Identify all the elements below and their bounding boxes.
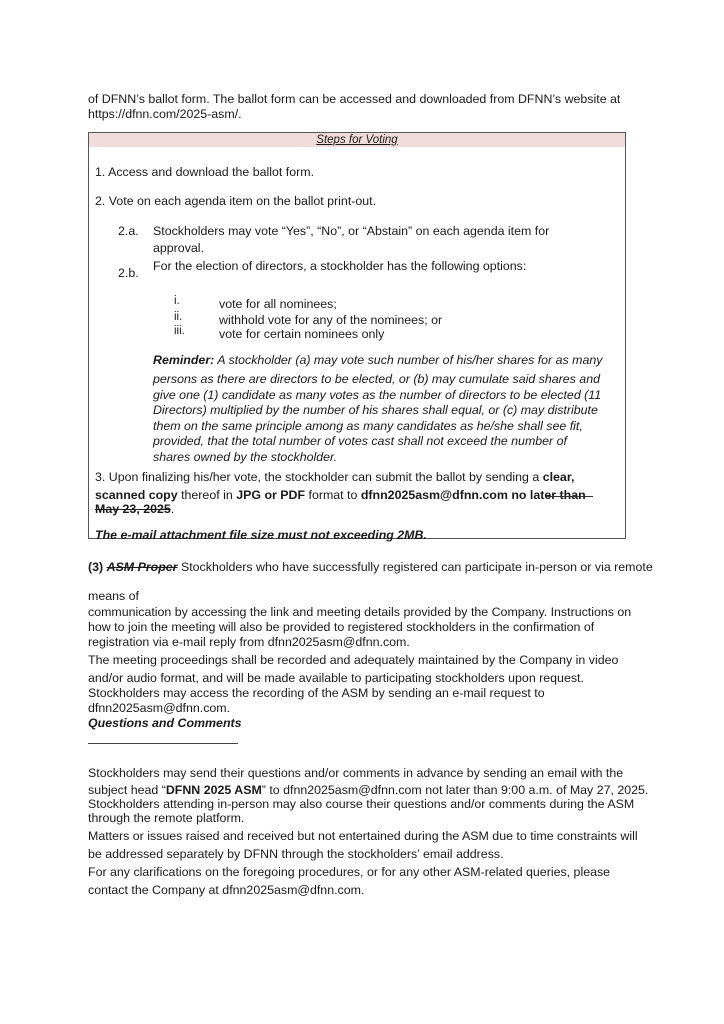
asm-proper-text: Stockholders who have successfully registered can participate in-person or via remote: [177, 560, 653, 574]
questions-line-4: through the remote platform.: [88, 811, 245, 825]
option-number: i.: [174, 295, 180, 307]
questions-text: ” to dfnn2025asm@dfnn.com not later than 9:00 a.m. of May 27, 2025.: [261, 783, 649, 797]
option-text: vote for all nominees;: [219, 297, 337, 311]
step-3-emphasis: clear,: [542, 470, 575, 484]
intro-url: https://dfnn.com/2025-asm/.: [88, 107, 242, 121]
asm-proper-paragraph-1: communication by accessing the link and meeting details provided by the Company. Instructions on how to join the meeting will also be provided to registered stockholders in the confirmation of registration via e-mail reply from dfnn2025asm@dfnn.com.: [88, 605, 632, 649]
step-3-format: JPG or PDF: [236, 488, 306, 502]
reminder-text: A stockholder (a) may vote such number of his/her shares for as many: [214, 353, 603, 367]
strike-mark: [545, 496, 593, 497]
attachment-size-note: The e-mail attachment file size must not exceeding 2MB.: [95, 528, 427, 542]
questions-line-3: Stockholders attending in-person may also course their questions and/or comments during the ASM: [88, 797, 635, 811]
option-number: ii.: [174, 311, 183, 323]
step-3-line-1: [95, 470, 574, 485]
step-3-emphasis: scanned copy: [95, 488, 178, 502]
questions-heading: Questions and Comments: [88, 716, 242, 730]
reminder-line-1: [153, 353, 602, 368]
step-2a-line-2: approval.: [153, 241, 204, 255]
asm-proper-paragraph-2-line-1: The meeting proceedings shall be recorded and adequately maintained by the Company in video: [88, 653, 619, 667]
questions-subject: DFNN 2025 ASM: [165, 783, 262, 797]
questions-text: subject head “: [88, 783, 166, 797]
questions-line-1: Stockholders may send their questions and/or comments in advance by sending an email with the: [88, 766, 624, 780]
step-3-text: thereof in: [177, 488, 237, 502]
step-2b-number: 2.b.: [118, 266, 139, 280]
asm-proper-paragraph-2: and/or audio format, and will be made available to participating stockholders upon request. Stockholders may access the recording of the ASM by sending an e-mail request to dfnn2025asm@dfnn.com.: [88, 671, 584, 715]
step-3-text: format to: [305, 488, 361, 502]
step-3-text: 3. Upon finalizing his/her vote, the stockholder can submit the ballot by sending a: [95, 470, 543, 484]
step-1: 1. Access and download the ballot form.: [95, 165, 315, 179]
asm-proper-line-2: means of: [88, 589, 139, 603]
reminder-label: Reminder:: [153, 353, 215, 367]
step-2b-text: For the election of directors, a stockholder has the following options:: [153, 259, 527, 273]
section-divider: [88, 743, 238, 744]
step-3-email: dfnn2025asm@dfnn.com no later than: [360, 488, 586, 502]
asm-proper-heading: ASM Proper: [106, 560, 178, 574]
option-number: iii.: [174, 325, 185, 337]
step-2a-line-1: Stockholders may vote “Yes”, “No”, or “Abstain” on each agenda item for: [153, 224, 550, 238]
step-2a-number: 2.a.: [118, 224, 139, 238]
steps-for-voting-header: [89, 133, 625, 147]
option-text: vote for certain nominees only: [219, 327, 385, 341]
step-3-text: .: [170, 502, 175, 516]
questions-line-6: be addressed separately by DFNN through the stockholders’ email address.: [88, 847, 504, 861]
questions-line-5: Matters or issues raised and received but not entertained during the ASM due to time constraints will: [88, 829, 638, 843]
asm-proper-line-1: [88, 560, 653, 575]
questions-line-7: For any clarifications on the foregoing procedures, or for any other ASM-related queries, please: [88, 865, 611, 879]
reminder-body: persons as there are directors to be elected, or (b) may cumulate said shares and give one (1) candidate as many votes as the number of directors to be elected (11 Directors) multiplied by the number of his shares shall equal, or (c) may distribute them on the same principle among as many candidates as he/she shall see fit, provided, that the total number of votes cast shall not exceed the number of shares owned by the stockholder.: [153, 372, 602, 464]
step-2: 2. Vote on each agenda item on the ballot print-out.: [95, 194, 377, 208]
steps-title: Steps for Voting: [316, 134, 398, 146]
step-3-line-3: [95, 502, 174, 517]
option-text: withhold vote for any of the nominees; or: [219, 313, 443, 327]
asm-proper-number: (3): [88, 560, 107, 574]
questions-line-8: contact the Company at dfnn2025asm@dfnn.com.: [88, 883, 365, 897]
step-3-deadline: May 23, 2025: [95, 502, 171, 516]
intro-line-1: of DFNN’s ballot form. The ballot form can be accessed and downloaded from DFNN’s website at: [88, 92, 621, 106]
questions-line-2: [88, 783, 648, 798]
step-3-line-2: [95, 488, 586, 503]
